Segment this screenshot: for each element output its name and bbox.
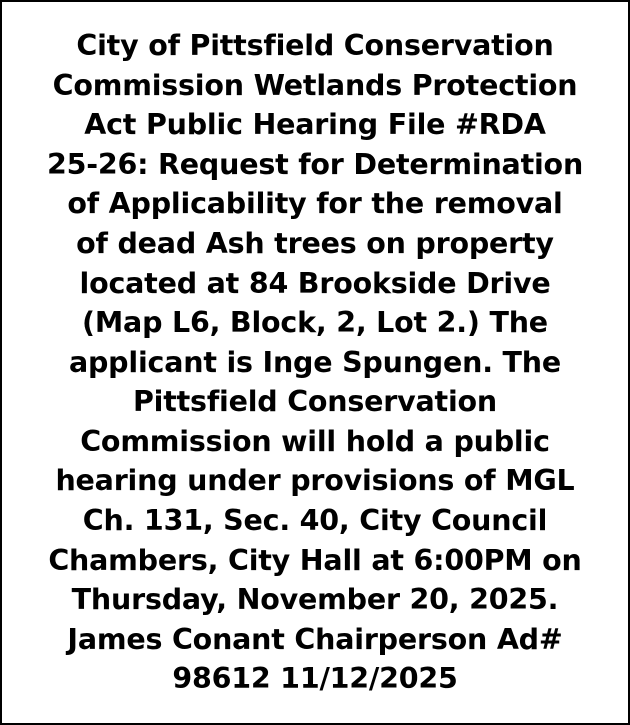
- notice-line: 25-26: Request for Determination: [46, 147, 584, 181]
- notice-line: Commission will hold a public: [80, 424, 550, 458]
- notice-line: Commission Wetlands Protection: [52, 68, 578, 102]
- notice-line: Ch. 131, Sec. 40, City Council: [82, 504, 548, 538]
- notice-line: Thursday, November 20, 2025.: [71, 583, 559, 617]
- notice-line: 98612 11/12/2025: [172, 662, 458, 696]
- notice-line: applicant is Inge Spungen. The: [68, 345, 562, 379]
- notice-line: located at 84 Brookside Drive: [79, 266, 551, 300]
- notice-line: of Applicability for the removal: [67, 187, 563, 221]
- notice-line: City of Pittsfield Conservation: [76, 28, 554, 62]
- notice-text: [47, 26, 583, 699]
- notice-line: Pittsfield Conservation: [132, 385, 498, 419]
- notice-line: Act Public Hearing File #RDA: [84, 108, 546, 142]
- notice-line: Chambers, City Hall at 6:00PM on: [48, 543, 582, 577]
- notice-line: (Map L6, Block, 2, Lot 2.) The: [82, 306, 548, 340]
- notice-line: James Conant Chairperson Ad#: [67, 622, 563, 656]
- notice-line: hearing under provisions of MGL: [55, 464, 575, 498]
- notice-line: of dead Ash trees on property: [76, 226, 554, 260]
